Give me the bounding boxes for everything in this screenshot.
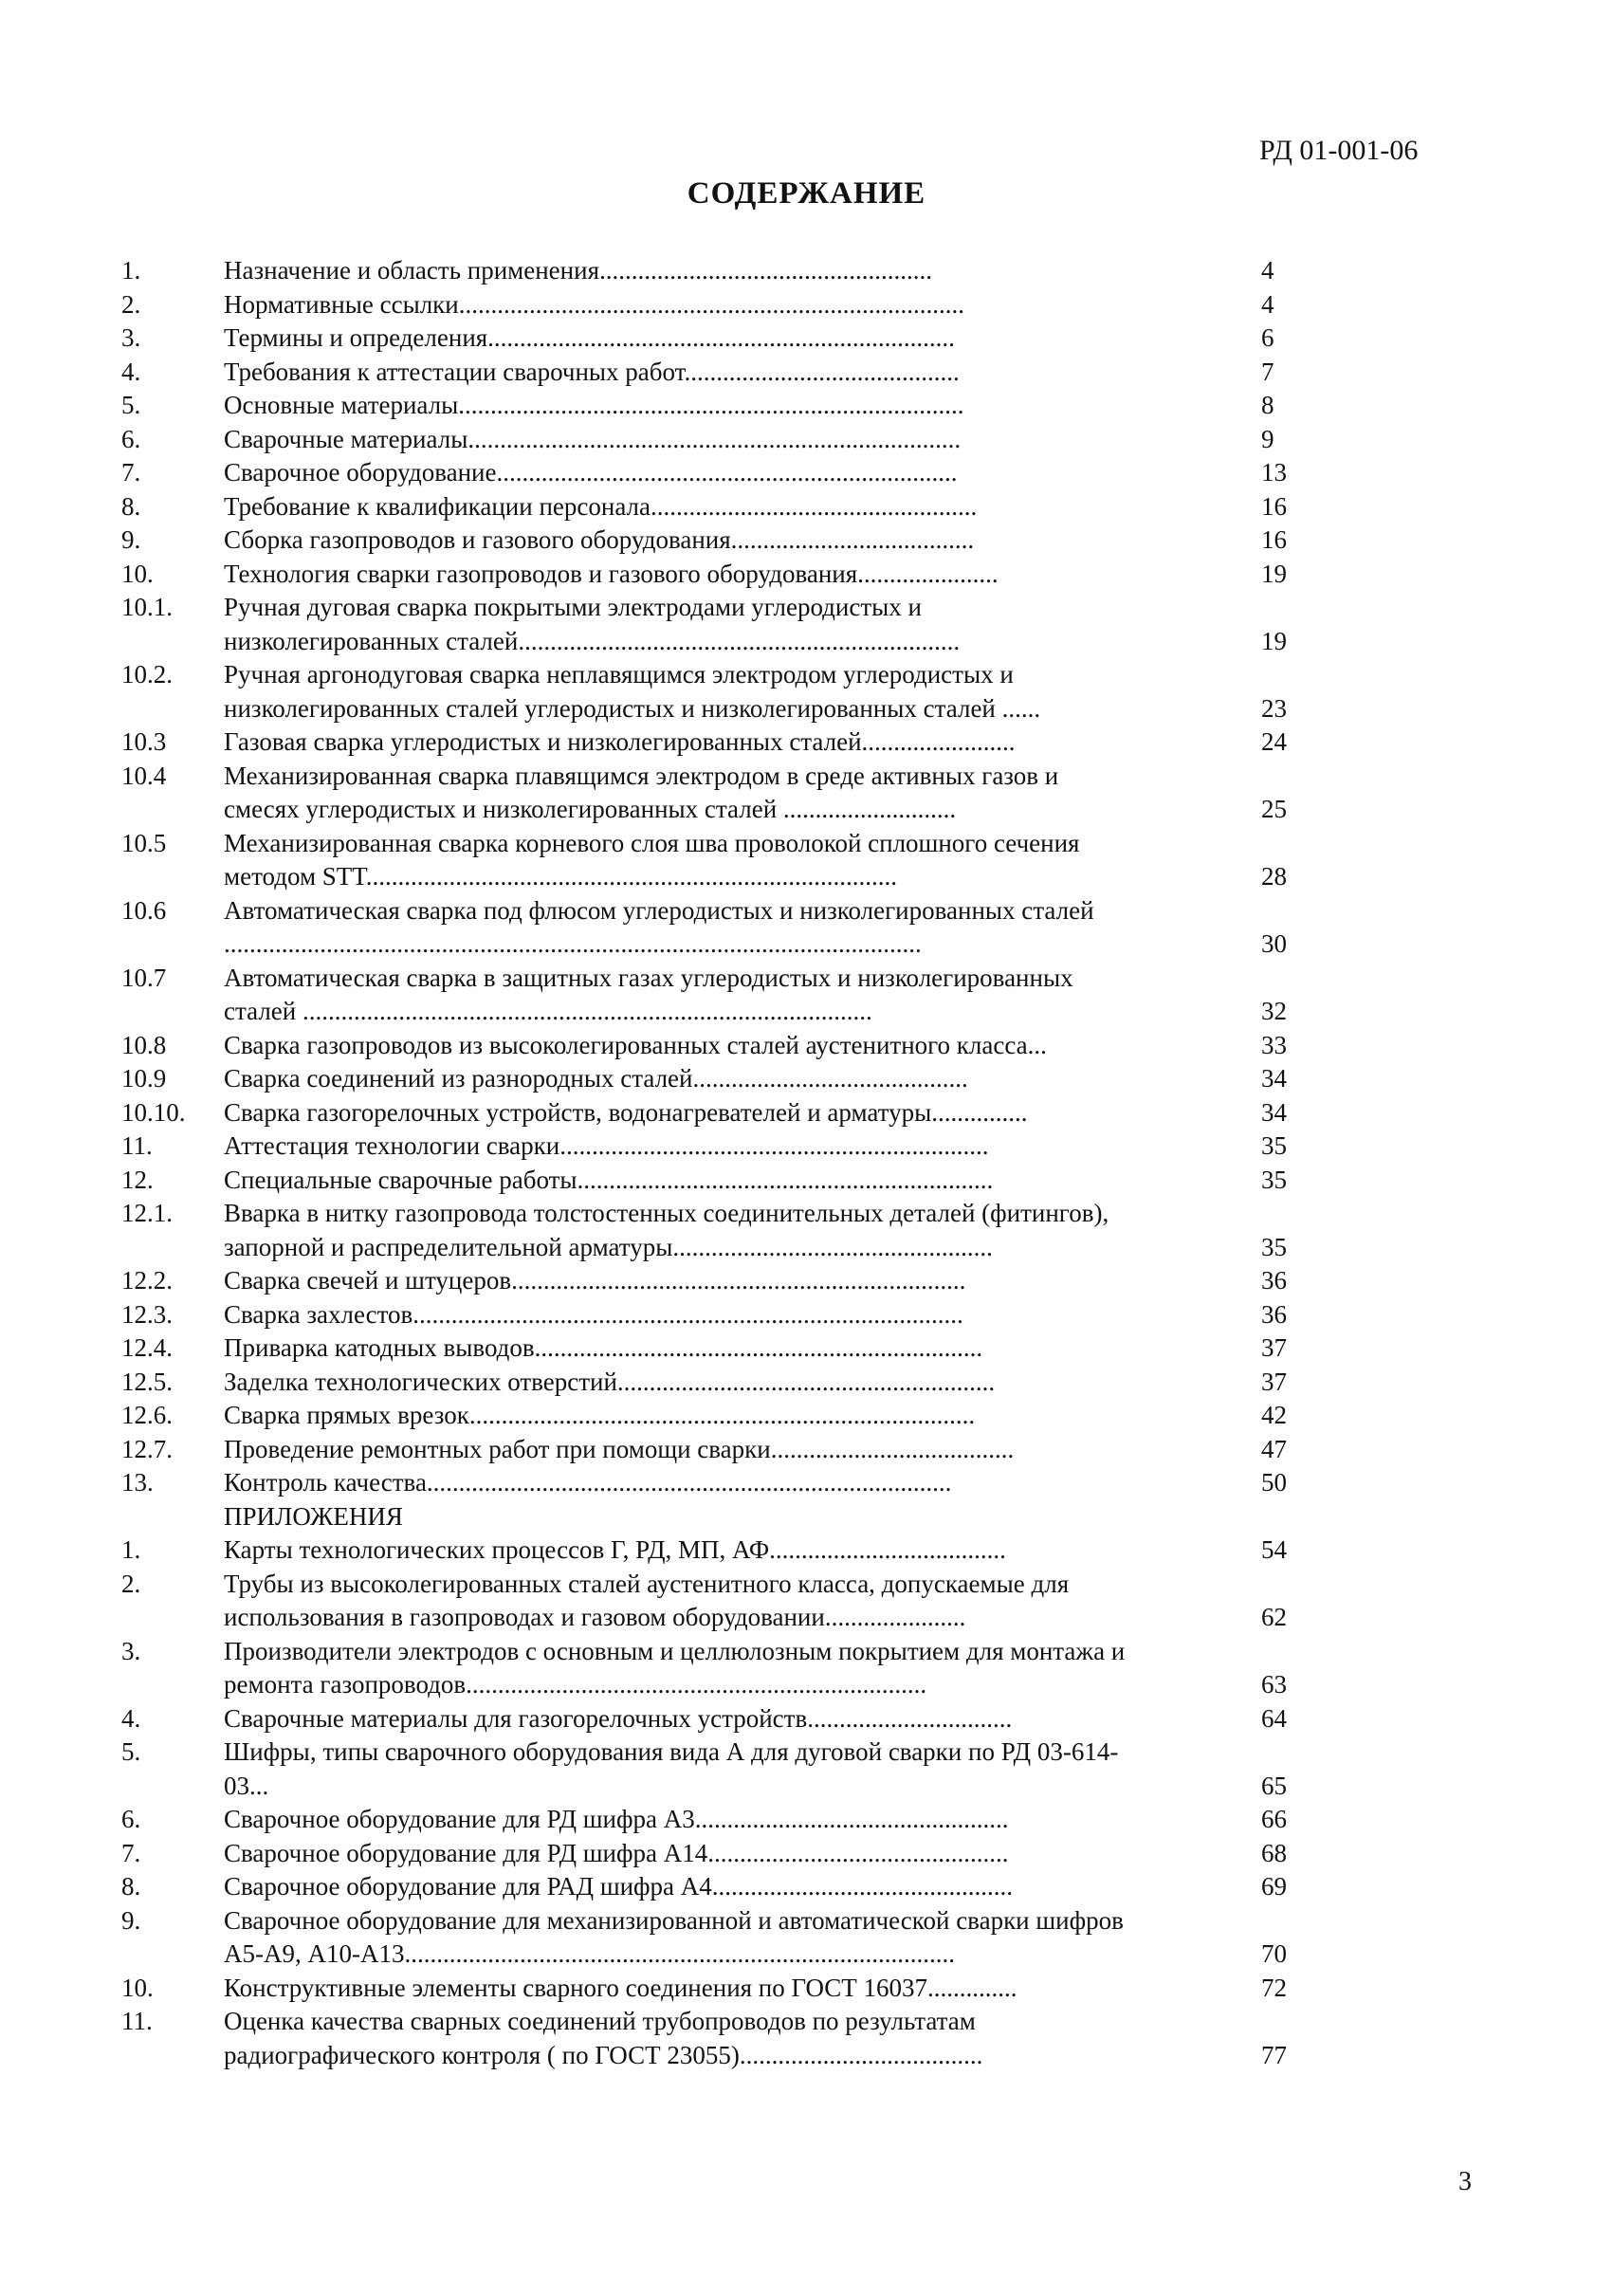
toc-entry-page: 50 — [1261, 1468, 1287, 1497]
toc-entry-title — [224, 1702, 1248, 1736]
toc-entry-title-line: Автоматическая сварка под флюсом углеродистых и низколегированных сталей — [224, 895, 1094, 925]
toc-entry-title-line: Сварочные материалы............................................................................. — [224, 424, 962, 453]
toc-entry-number: 10.4 — [121, 761, 167, 790]
toc-entry-page: 37 — [1261, 1367, 1287, 1396]
toc-entry-page: 4 — [1261, 289, 1274, 319]
toc-entry-title-line: Нормативные ссылки............................................................................... — [224, 289, 964, 319]
toc-entry-title-line: Заделка технологических отверстий........................................................... — [224, 1367, 996, 1396]
toc-entry-page: 30 — [1261, 929, 1287, 958]
toc-entry-title — [224, 558, 1248, 592]
toc-entry-number: 2. — [121, 1569, 141, 1598]
toc-entry-title — [224, 254, 1248, 288]
toc-entry-page: 25 — [1261, 795, 1287, 823]
toc-entry-title-line: Назначение и область применения.................................................... — [224, 256, 932, 285]
toc-entry-title — [224, 321, 1248, 356]
toc-entry-title-line: Основные материалы............................................................................... — [224, 391, 964, 419]
toc-entry-page: 28 — [1261, 862, 1287, 891]
toc-entry-number: 13. — [121, 1468, 154, 1497]
toc-entry-title-line: Механизированная сварка плавящимся электродом в среде активных газов и — [224, 761, 1059, 790]
toc-entry-page: 77 — [1261, 2040, 1287, 2069]
toc-entry-title-line: Газовая сварка углеродистых и низколегированных сталей........................ — [224, 727, 1016, 756]
toc-entry-number: 4. — [121, 1703, 141, 1733]
toc-entry-title-line: использования в газопроводах и газовом оборудовании...................... — [224, 1603, 966, 1631]
toc-entry-title-line: сталей ......................................................................................... — [224, 997, 872, 1025]
toc-entry-title — [224, 1264, 1248, 1298]
toc-entry-number: 1. — [121, 256, 141, 285]
toc-entry-title-line: Сварочные материалы для газогорелочных устройств................................ — [224, 1703, 1013, 1733]
toc-entry-title — [224, 894, 1248, 962]
toc-entry-number: 10.10. — [121, 1097, 186, 1127]
toc-entry-title — [224, 1366, 1248, 1400]
toc-entry-number: 12.1. — [121, 1199, 173, 1227]
toc-entry-title — [224, 356, 1248, 390]
toc-entry-title-line: Оценка качества сварных соединений трубопроводов по результатам — [224, 2007, 976, 2035]
toc-entry-page: 35 — [1261, 1232, 1287, 1261]
toc-entry-title — [224, 1635, 1248, 1702]
toc-entry-number: 10.7 — [121, 963, 167, 992]
toc-entry-page: 62 — [1261, 1603, 1287, 1631]
toc-entry-title-line: Контроль качества.................................................................................. — [224, 1468, 952, 1497]
toc-entry-title-line: Механизированная сварка корневого слоя шва проволокой сплошного сечения — [224, 828, 1080, 857]
toc-entry-title-line: Сварочное оборудование для РД шифра А3................................................. — [224, 1805, 1009, 1833]
toc-entry-title-line: Сварочное оборудование........................................................................ — [224, 458, 958, 487]
toc-entry-title-line: Конструктивные элементы сварного соединения по ГОСТ 16037.............. — [224, 1973, 1017, 2002]
toc-entry-number: 10.9 — [121, 1064, 167, 1093]
toc-entry-title — [224, 726, 1248, 760]
toc-entry-number: 10.6 — [121, 895, 167, 925]
toc-entry-number: 12.2. — [121, 1266, 173, 1295]
toc-entry-number: 5. — [121, 1737, 141, 1766]
toc-entry-page: 65 — [1261, 1771, 1287, 1800]
toc-entry-title-line: Шифры, типы сварочного оборудования вида А для дуговой сварки по РД 03-614- — [224, 1737, 1119, 1766]
toc-entry-title — [224, 1837, 1248, 1871]
toc-entry-title — [224, 827, 1248, 894]
toc-entry-number: 8. — [121, 1872, 141, 1901]
toc-entry-number: 9. — [121, 525, 141, 554]
appendix-heading: ПРИЛОЖЕНИЯ — [224, 1501, 403, 1531]
toc-entry-number: 6. — [121, 1805, 141, 1833]
toc-entry-page: 33 — [1261, 1030, 1287, 1059]
toc-entry-title-line: Сварка захлестов...................................................................................... — [224, 1299, 963, 1329]
toc-entry-number: 1. — [121, 1535, 141, 1564]
toc-entry-title-line: Требования к аттестации сварочных работ........................................... — [224, 357, 960, 386]
toc-entry-number: 10.8 — [121, 1030, 167, 1059]
toc-entry-title — [224, 1972, 1248, 2006]
toc-entry-title-line: смесях углеродистых и низколегированных сталей ........................... — [224, 795, 957, 823]
toc-entry-number: 10.5 — [121, 828, 167, 857]
toc-entry-title — [224, 1534, 1248, 1568]
toc-entry-title-line: низколегированных сталей углеродистых и низколегированных сталей ...... — [224, 693, 1041, 723]
toc-entry-page: 4 — [1261, 256, 1274, 285]
toc-entry-page: 23 — [1261, 693, 1287, 723]
toc-entry-page: 68 — [1261, 1838, 1287, 1867]
toc-entry-title-line: Сварка газопроводов из высоколегированных сталей аустенитного класса... — [224, 1030, 1047, 1059]
toc-entry-title-line: Термины и определения......................................................................... — [224, 323, 955, 352]
toc-entry-page: 16 — [1261, 525, 1287, 554]
toc-entry-title-line: Требование к квалификации персонала................................................... — [224, 491, 978, 521]
toc-entry-title-line: Сварка соединений из разнородных сталей........................................... — [224, 1064, 968, 1093]
toc-entry-number: 8. — [121, 491, 141, 521]
toc-entry-title-line: Сварка газогорелочных устройств, водонагревателей и арматуры............... — [224, 1097, 1028, 1127]
toc-entry-title-line: ............................................................................................................. — [224, 929, 922, 958]
toc-entry-page: 13 — [1261, 458, 1287, 487]
toc-entry-page: 63 — [1261, 1670, 1287, 1699]
toc-entry-title-line: Проведение ремонтных работ при помощи сварки...................................... — [224, 1434, 1015, 1463]
toc-entry-title — [224, 1870, 1248, 1904]
toc-entry-page: 72 — [1261, 1973, 1287, 2002]
toc-entry-page: 19 — [1261, 559, 1287, 588]
toc-entry-number: 10.2. — [121, 660, 173, 689]
toc-entry-title-line: Вварка в нитку газопровода толстостенных соединительных деталей (фитингов), — [224, 1199, 1109, 1227]
toc-entry-title — [224, 490, 1248, 524]
toc-entry-title-line: 03... — [224, 1771, 269, 1800]
toc-entry-number: 2. — [121, 289, 141, 319]
toc-entry-page: 8 — [1261, 391, 1274, 419]
page-title: СОДЕРЖАНИЕ — [687, 176, 926, 211]
toc-entry-title-line: Карты технологических процессов Г, РД, МП, АФ..................................... — [224, 1535, 1006, 1564]
toc-entry-number: 5. — [121, 391, 141, 419]
toc-entry-title-line: низколегированных сталей..................................................................... — [224, 626, 961, 655]
toc-entry-number: 3. — [121, 1636, 141, 1665]
toc-entry-title — [224, 1164, 1248, 1198]
document-code: РД 01-001-06 — [1259, 135, 1419, 166]
toc-entry-number: 12.7. — [121, 1434, 173, 1463]
toc-entry-title — [224, 658, 1248, 726]
toc-entry-title — [224, 423, 1248, 457]
toc-entry-page: 35 — [1261, 1131, 1287, 1160]
toc-entry-page: 54 — [1261, 1535, 1287, 1564]
toc-entry-number: 12. — [121, 1165, 154, 1194]
toc-entry-number: 7. — [121, 1838, 141, 1867]
toc-entry-title-line: Сварка прямых врезок............................................................................... — [224, 1401, 976, 1429]
toc-entry-title-line: Сварочное оборудование для РД шифра А14............................................... — [224, 1838, 1009, 1867]
toc-entry-title — [224, 1904, 1248, 1972]
toc-entry-number: 10.1. — [121, 593, 173, 621]
toc-entry-title-line: Автоматическая сварка в защитных газах углеродистых и низколегированных — [224, 963, 1073, 992]
toc-entry-title — [224, 591, 1248, 658]
toc-entry-page: 32 — [1261, 997, 1287, 1025]
toc-entry-page: 42 — [1261, 1401, 1287, 1429]
toc-entry-page: 24 — [1261, 727, 1287, 756]
toc-entry-number: 10. — [121, 559, 154, 588]
toc-entry-number: 11. — [121, 1131, 153, 1160]
toc-entry-title-line: Сварка свечей и штуцеров....................................................................... — [224, 1266, 966, 1295]
toc-entry-number: 12.3. — [121, 1299, 173, 1329]
toc-entry-title — [224, 288, 1248, 322]
toc-entry-page: 6 — [1261, 323, 1274, 352]
toc-entry-number: 7. — [121, 458, 141, 487]
toc-entry-title — [224, 1029, 1248, 1063]
toc-entry-title-line: методом STT................................................................................... — [224, 862, 898, 891]
toc-entry-title-line: ремонта газопроводов........................................................................ — [224, 1670, 927, 1699]
toc-entry-title — [224, 1568, 1248, 1635]
toc-entry-title-line: радиографического контроля ( по ГОСТ 23055)...................................... — [224, 2040, 983, 2069]
toc-entry-number: 6. — [121, 424, 141, 453]
toc-entry-title — [224, 1298, 1248, 1332]
toc-entry-title — [224, 1062, 1248, 1096]
toc-entry-page: 47 — [1261, 1434, 1287, 1463]
toc-entry-number: 4. — [121, 357, 141, 386]
toc-entry-page: 9 — [1261, 424, 1274, 453]
toc-entry-title-line: Ручная дуговая сварка покрытыми электродами углеродистых и — [224, 593, 922, 621]
toc-entry-page: 37 — [1261, 1333, 1287, 1362]
toc-entry-page: 16 — [1261, 491, 1287, 521]
toc-entry-title-line: Аттестация технологии сварки................................................................... — [224, 1131, 989, 1160]
toc-entry-number: 9. — [121, 1905, 141, 1935]
toc-entry-title — [224, 1803, 1248, 1837]
toc-entry-title-line: Ручная аргонодуговая сварка неплавящимся электродом углеродистых и — [224, 660, 1014, 689]
toc-entry-page: 36 — [1261, 1266, 1287, 1295]
toc-entry-page: 36 — [1261, 1299, 1287, 1329]
toc-entry-title — [224, 523, 1248, 558]
toc-entry-title — [224, 1466, 1248, 1500]
toc-entry-title — [224, 389, 1248, 423]
toc-entry-title-line: Сварочное оборудование для механизированной и автоматической сварки шифров — [224, 1905, 1124, 1935]
toc-entry-page: 70 — [1261, 1939, 1287, 1968]
toc-entry-page: 35 — [1261, 1165, 1287, 1194]
toc-entry-page: 34 — [1261, 1064, 1287, 1093]
toc-entry-title — [224, 1433, 1248, 1467]
toc-entry-page: 7 — [1261, 357, 1274, 386]
toc-entry-title-line: Технология сварки газопроводов и газового оборудования...................... — [224, 559, 999, 588]
toc-entry-title — [224, 456, 1248, 490]
toc-entry-title-line: Специальные сварочные работы................................................................. — [224, 1165, 994, 1194]
toc-entry-number: 3. — [121, 323, 141, 352]
page-number: 3 — [1458, 2167, 1472, 2196]
toc-entry-title-line: А5-А9, А10-А13...................................................................................... — [224, 1939, 955, 1968]
toc-entry-page: 64 — [1261, 1703, 1287, 1733]
toc-entry-title — [224, 1399, 1248, 1433]
toc-entry-title — [224, 962, 1248, 1029]
toc-entry-title-line: Трубы из высоколегированных сталей аустенитного класса, допускаемые для — [224, 1569, 1070, 1598]
toc-entry-title — [224, 1197, 1248, 1264]
toc-entry-number: 11. — [121, 2007, 153, 2035]
toc-entry-title-line: Приварка катодных выводов...................................................................... — [224, 1333, 983, 1362]
toc-entry-title-line: запорной и распределительной арматуры.................................................. — [224, 1232, 993, 1261]
toc-entry-title — [224, 1130, 1248, 1164]
toc-entry-number: 10. — [121, 1973, 154, 2002]
toc-entry-page: 66 — [1261, 1805, 1287, 1833]
toc-entry-page: 69 — [1261, 1872, 1287, 1901]
toc-entry-number: 12.6. — [121, 1401, 173, 1429]
toc-entry-page: 19 — [1261, 626, 1287, 655]
toc-entry-number: 10.3 — [121, 727, 167, 756]
toc-entry-title-line: Сварочное оборудование для РАД шифра А4............................................... — [224, 1872, 1014, 1901]
toc-entry-title-line: Производители электродов с основным и целлюлозным покрытием для монтажа и — [224, 1636, 1126, 1665]
toc-entry-title — [224, 2005, 1248, 2072]
toc-entry-title — [224, 1096, 1248, 1130]
toc-entry-title — [224, 1332, 1248, 1366]
toc-entry-page: 34 — [1261, 1097, 1287, 1127]
toc-entry-title-line: Сборка газопроводов и газового оборудования...................................... — [224, 525, 975, 554]
toc-entry-title — [224, 760, 1248, 827]
toc-entry-title — [224, 1736, 1248, 1803]
toc-entry-number: 12.4. — [121, 1333, 173, 1362]
toc-entry-number: 12.5. — [121, 1367, 173, 1396]
